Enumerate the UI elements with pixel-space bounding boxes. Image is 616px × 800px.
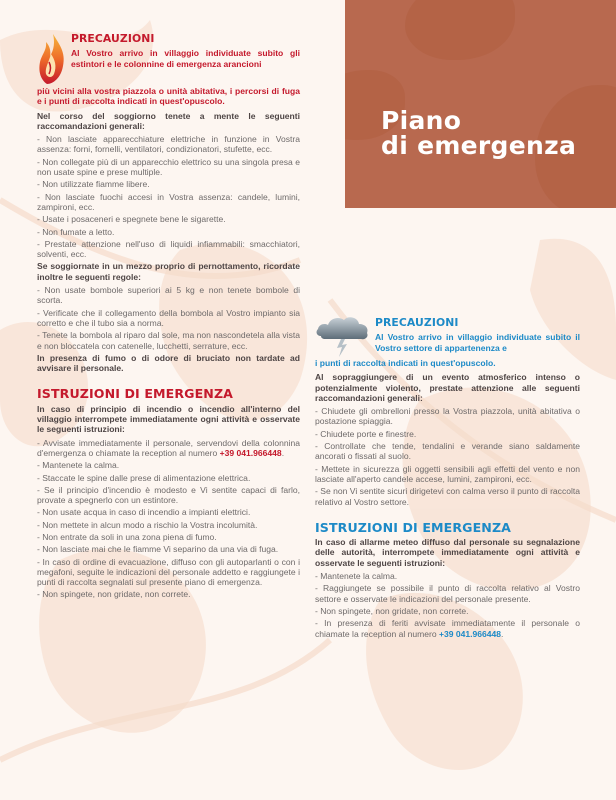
weather-precautions-intro-tail: i punti di raccolta indicati in quest'opuscolo. bbox=[315, 358, 496, 368]
fire-instruction-call-suffix: . bbox=[281, 447, 285, 458]
fire-smoke-note: In presenza di fumo o di odore di bruciato non tardate ad avvisare il personale. bbox=[37, 352, 300, 374]
storm-cloud-icon bbox=[315, 312, 371, 358]
fire-precautions-heading: PRECAUZIONI bbox=[71, 32, 155, 45]
fire-instruction-item: - Non mettete in alcun modo a rischio la Vostra incolumità. bbox=[37, 519, 258, 530]
weather-general-item: - Mettete in sicurezza gli oggetti sensibili agli effetti del vento e non lasciate all'aperto candele accese, lumini, zampironi, ecc. bbox=[315, 463, 580, 484]
fire-instruction-item: - Mantenete la calma. bbox=[37, 460, 120, 471]
fire-vehicle-item: - Non usate bombole superiori ai 5 kg e non tenete bombole di scorta. bbox=[37, 285, 300, 306]
fire-instruction-item-call bbox=[37, 438, 300, 459]
fire-vehicle-item: - Tenete la bombola al riparo dal sole, ma non nascondetela alla vista e non bloccatela con catenelle, lucchetti, serrature, ecc. bbox=[37, 330, 300, 351]
weather-general-item: - Controllate che tende, tendalini e verande siano saldamente ancorati o fissati al suolo. bbox=[315, 441, 580, 462]
fire-vehicle-lead: Se soggiornate in un mezzo proprio di pernottamento, ricordate inoltre le seguenti regole: bbox=[37, 261, 300, 282]
fire-general-item: - Non utilizzate fiamme libere. bbox=[37, 179, 150, 190]
fire-instruction-item: - Non entrate da soli in una zona piena di fumo. bbox=[37, 531, 217, 542]
fire-general-lead: Nel corso del soggiorno tenete a mente le seguenti raccomandazioni generali: bbox=[37, 110, 300, 131]
title-panel bbox=[345, 0, 616, 208]
fire-instruction-item: - In caso di ordine di evacuazione, diffuso con gli autoparlanti o con i megafoni, seguite le indicazioni del personale addetto e raggiungete i punti di raccolta segnalati sul presente piano di emergenza. bbox=[37, 556, 300, 588]
weather-instruction-call-text: - In presenza di feriti avvisate immediatamente il personale o chiamate la reception al numero bbox=[315, 618, 580, 639]
fire-instruction-item: - Non lasciate mai che le fiamme Vi separino da una via di fuga. bbox=[37, 544, 279, 555]
weather-precautions-header bbox=[315, 318, 580, 358]
weather-precautions-heading: PRECAUZIONI bbox=[375, 316, 459, 329]
fire-instruction-call-text: - Avvisate immediatamente il personale, servendovi della colonnina d'emergenza o chiamate la reception al numero bbox=[37, 437, 300, 458]
fire-general-item: - Non lasciate fuochi accesi in Vostra assenza: candele, lumini, zampironi, ecc. bbox=[37, 191, 300, 212]
fire-precautions-intro: Al Vostro arrivo in villaggio individuate subito gli estintori e le colonnine di emergenza arancioni bbox=[71, 48, 300, 69]
weather-general-item: - Se non Vi sentite sicuri dirigetevi con calma verso il punto di raccolta relativo al Vostro settore. bbox=[315, 486, 580, 507]
fire-precautions-intro-tail: più vicini alla vostra piazzola o unità abitativa, i percorsi di fuga e i punti di raccolta indicati in quest'opuscolo. bbox=[37, 86, 300, 107]
weather-instruction-item: - Non spingete, non gridate, non correte. bbox=[315, 605, 469, 616]
fire-instructions-lead: In caso di principio di incendio o incendio all'interno del villaggio interrompete immediatamente ogni attività e osservate le seguenti istruzioni: bbox=[37, 403, 300, 435]
weather-general-item: - Chiudete gli ombrelloni presso la Vostra piazzola, unità abitativa o postazione spiaggia. bbox=[315, 406, 580, 427]
weather-general-lead: Al sopraggiungere di un evento atmosferico intenso o potenzialmente violento, prestate attenzione alle seguenti raccomandazioni generali: bbox=[315, 372, 580, 403]
page-title-line1: Piano bbox=[381, 106, 462, 135]
weather-general-item: - Chiudete porte e finestre. bbox=[315, 428, 417, 439]
flame-icon bbox=[37, 32, 67, 86]
fire-general-item: - Non collegate più di un apparecchio elettrico su una singola presa e non usate spine e prese multiple. bbox=[37, 156, 300, 178]
fire-general-item: - Non fumate a letto. bbox=[37, 226, 115, 237]
fire-general-item: - Prestate attenzione nell'uso di liquidi infiammabili: smacchiatori, solventi, ecc. bbox=[37, 238, 300, 260]
weather-instruction-item: - Mantenete la calma. bbox=[315, 571, 398, 582]
weather-section bbox=[315, 318, 580, 641]
weather-precautions-heading-block bbox=[375, 318, 580, 353]
fire-section bbox=[37, 34, 300, 602]
fire-phone-number: +39 041.966448 bbox=[219, 447, 282, 458]
weather-instructions-heading: ISTRUZIONI DI EMERGENZA bbox=[315, 519, 512, 535]
fire-instruction-item: - Non usate acqua in caso di incendio a impianti elettrici. bbox=[37, 507, 251, 518]
weather-instruction-call-suffix: . bbox=[501, 628, 504, 639]
weather-instruction-item-call bbox=[315, 618, 580, 639]
weather-instruction-item: - Raggiungete se possibile il punto di raccolta relativo al Vostro settore e osservate le indicazioni del personale presente. bbox=[315, 583, 580, 604]
fire-instruction-item: - Se il principio d'incendio è modesto e Vi sentite capaci di farlo, provate a spegnerlo con un estintore. bbox=[37, 484, 300, 506]
fire-vehicle-item: - Verificate che il collegamento della bombola al Vostro impianto sia corretto e che il tubo sia a norma. bbox=[37, 307, 300, 328]
fire-precautions-heading-block bbox=[71, 34, 300, 69]
weather-precautions-intro: Al Vostro arrivo in villaggio individuate subito il Vostro settore di appartenenza e bbox=[375, 332, 580, 353]
panel-leaf-decoration bbox=[405, 0, 515, 60]
weather-instructions-lead: In caso di allarme meteo diffuso dal personale su segnalazione delle autorità, interrompete immediatamente ogni attività e osservate le seguenti istruzioni: bbox=[315, 537, 580, 568]
page-title bbox=[381, 108, 576, 158]
fire-general-item: - Non lasciate apparecchiature elettriche in funzione in Vostra assenza: forni, fornelli, ventilatori, condizionatori, stufette, ecc. bbox=[37, 134, 300, 155]
weather-phone-number: +39 041.966448 bbox=[439, 628, 502, 639]
fire-instruction-item: - Non spingete, non gridate, non correte. bbox=[37, 589, 191, 600]
fire-instructions-heading: ISTRUZIONI DI EMERGENZA bbox=[37, 386, 234, 402]
fire-precautions-header bbox=[37, 34, 300, 86]
page-title-line2: di emergenza bbox=[381, 131, 577, 160]
fire-instruction-item: - Staccate le spine dalle prese di alimentazione elettrica. bbox=[37, 472, 251, 483]
fire-general-item: - Usate i posaceneri e spegnete bene le sigarette. bbox=[37, 214, 226, 225]
